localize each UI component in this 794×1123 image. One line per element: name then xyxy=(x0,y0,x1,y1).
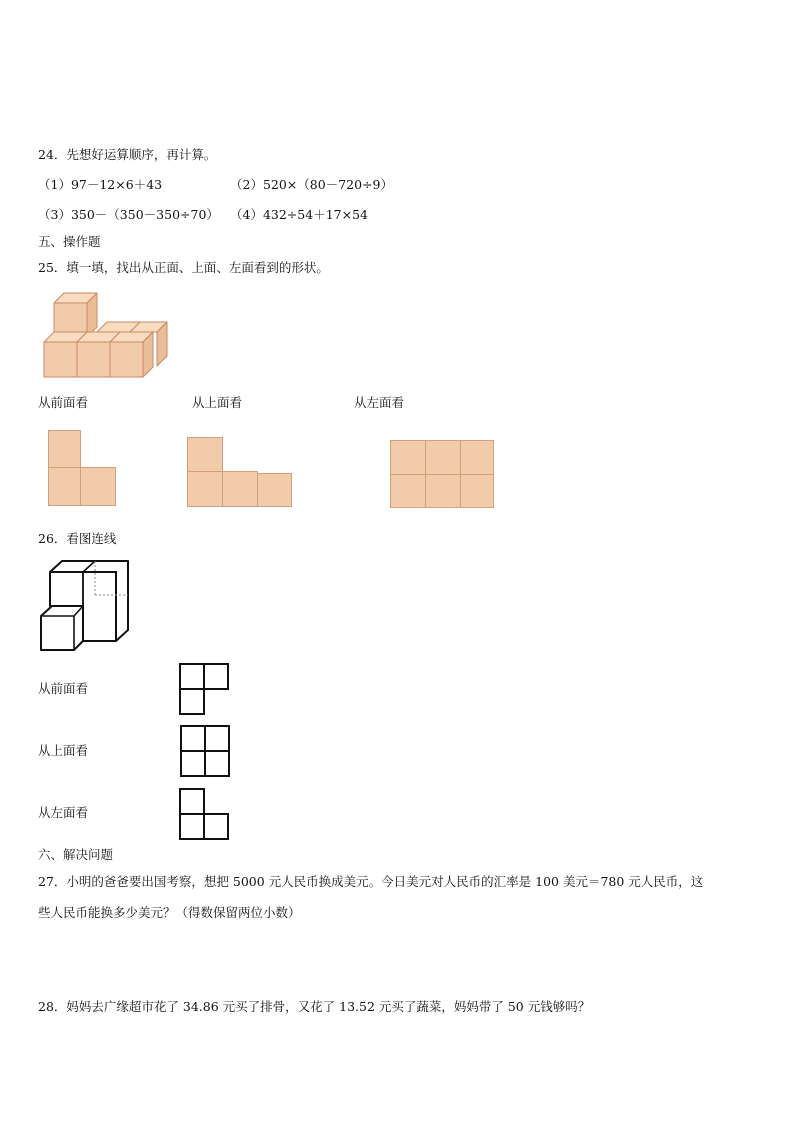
q26-label-front: 从前面看 xyxy=(38,681,89,696)
q26-cube-line-figure xyxy=(38,558,134,656)
q26-label-left: 从左面看 xyxy=(38,805,89,820)
section-5-title: 五、操作题 xyxy=(38,234,101,249)
q28-text: 28．妈妈去广缘超市花了 34.86 元买了排骨，又花了 13.52 元买了蔬菜，妈妈带了 50 元钱够吗？ xyxy=(38,999,591,1014)
q26-title: 26．看图连线 xyxy=(38,531,117,546)
section-6-title: 六、解决问题 xyxy=(38,847,114,862)
q24-item-2: （2）520×（80－720÷9） xyxy=(230,177,393,192)
q24-item-3: （3）350－（350－350÷70） xyxy=(38,207,219,222)
q26-view-option-1 xyxy=(179,663,231,717)
q25-left-view xyxy=(390,440,496,510)
q25-front-view xyxy=(48,430,118,508)
q24-item-4: （4）432÷54＋17×54 xyxy=(230,207,368,222)
q25-title: 25．填一填，找出从正面、上面、左面看到的形状。 xyxy=(38,260,329,275)
q26-view-option-3 xyxy=(179,788,231,842)
q25-cube-stack-figure xyxy=(40,288,172,382)
q27-line-2: 些人民币能换多少美元？（得数保留两位小数） xyxy=(38,905,301,920)
q25-top-view xyxy=(187,437,295,509)
q25-label-left: 从左面看 xyxy=(354,395,405,410)
q24-item-1: （1）97－12×6＋43 xyxy=(38,177,163,192)
q24-title: 24．先想好运算顺序，再计算。 xyxy=(38,147,217,162)
q25-label-front: 从前面看 xyxy=(38,395,89,410)
q27-line-1: 27．小明的爸爸要出国考察，想把 5000 元人民币换成美元。今日美元对人民币的汇率是 100 美元＝780 元人民币，这 xyxy=(38,874,704,889)
q26-label-top: 从上面看 xyxy=(38,743,89,758)
q25-label-top: 从上面看 xyxy=(192,395,243,410)
q26-view-option-2 xyxy=(180,725,232,779)
